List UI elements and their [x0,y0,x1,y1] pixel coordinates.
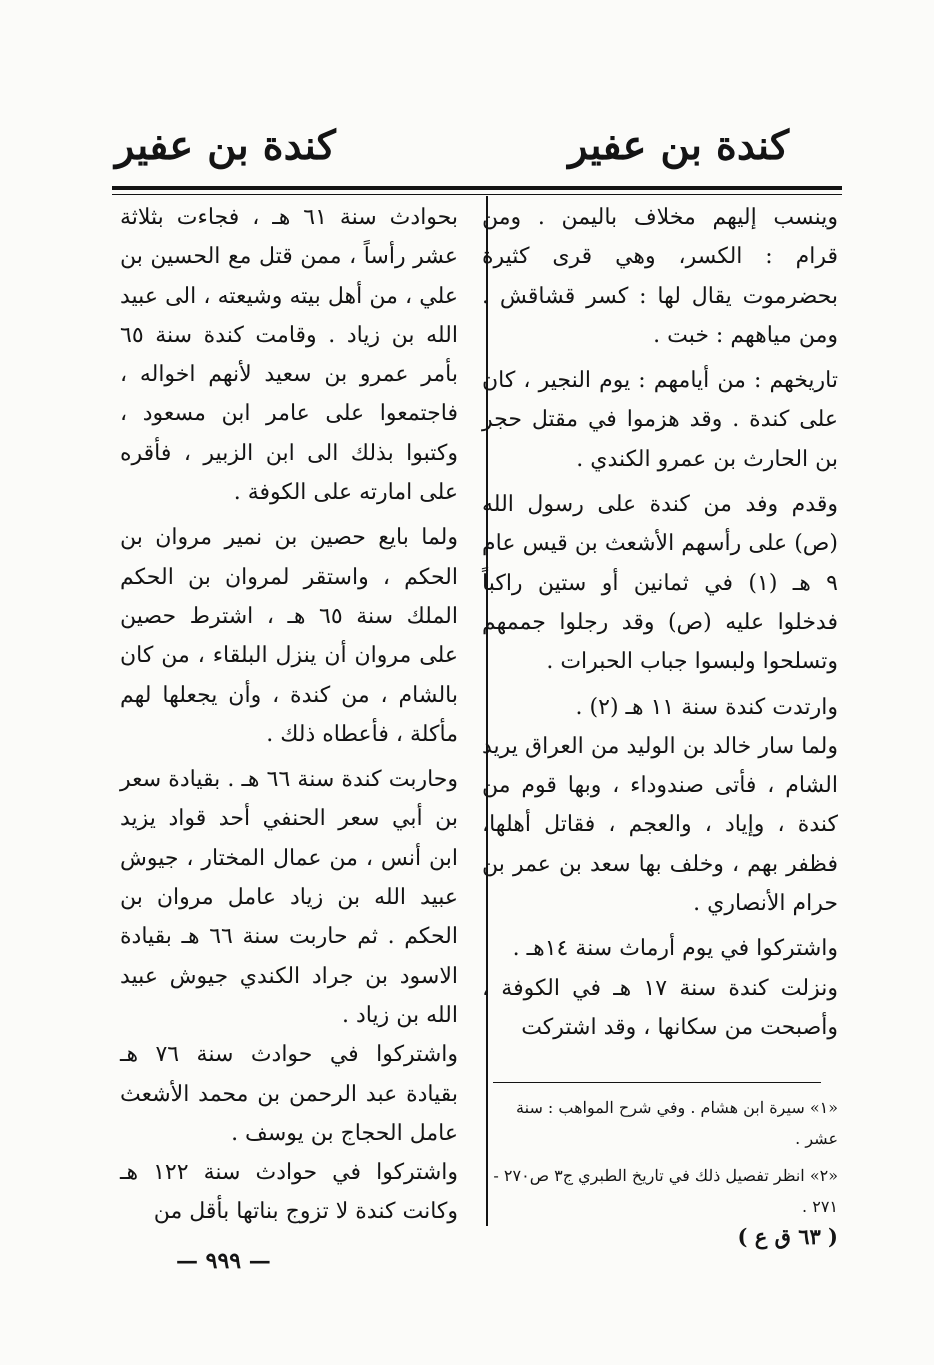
footnotes [493,1092,838,1222]
paragraph: وقدم وفد من كندة على رسول الله (ص) على رأسهم الأشعث بن قيس عام ٩ هـ (١) في ثمانين أو ستين راكباً فدخلوا عليه (ص) وقد رجلوا جممهم وتسلحوا ولبسوا جباب الحبرات . [482,492,838,675]
right-column [482,198,838,1047]
header-rule-thick [112,186,842,190]
paragraph: واشتركوا في حوادث سنة ١٢٢ هـ وكانت كندة لا تزوج بناتها بأقل من [120,1160,458,1225]
left-column [120,198,458,1232]
paragraph: واشتركوا في حوادث سنة ٧٦ هـ بقيادة عبد الرحمن بن محمد الأشعث عامل الحجاج بن يوسف . [120,1042,458,1146]
footnote-1: «١» سيرة ابن هشام . وفي شرح المواهب : سنة عشر . [516,1098,838,1148]
paragraph: ونزلت كندة سنة ١٧ هـ في الكوفة ، وأصبحت من سكانها ، وقد اشتركت [482,975,838,1040]
paragraph: تاريخهم : من أيامهم : يوم النجير ، كان على كندة . وقد هزموا في مقتل حجر بن الحارث بن عمرو الكندي . [482,368,838,472]
paragraph: ولما سار خالد بن الوليد من العراق يريد الشام ، فأتى صندوداء ، وبها قوم من كندة ، وإياد ، والعجم ، فقاتل أهلها، فظفر بهم ، وخلف بها سعد بن عمر بن حرام الأنصاري . [482,733,838,917]
printer-signature: ( ٦٣ ق ع ) [737,1224,838,1249]
footnote-2: «٢» انظر تفصيل ذلك في تاريخ الطبري ج٣ ص٢٧٠ - ٢٧١ . [493,1166,838,1216]
paragraph: واشتركوا في يوم أرماث سنة ١٤هـ . [512,936,838,962]
running-title-left: كندة بن عفير [115,122,336,169]
paragraph: وارتدت كندة سنة ١١ هـ (٢) . [575,694,838,720]
running-title-right: كندة بن عفير [568,122,789,169]
paragraph: ولما بايع حصين بن نمير مروان بن الحكم ، واستقر لمروان بن الحكم الملك سنة ٦٥ هـ ، اشترط حصين على مروان أن ينزل البلقاء ، من كان بالشام ، من كندة ، وأن يجعلها لهم مأكلة ، فأعطاه ذلك . [120,525,458,747]
paragraph: وينسب إليهم مخلاف باليمن . ومن قرام : الكسر، وهي قرى كثيرة بحضرموت يقال لها : كسر قشاقش . ومن مياههم : خبت . [482,205,838,348]
page-number: — ٩٩٩ — [176,1248,271,1274]
paragraph: بحوادث سنة ٦١ هـ ، فجاءت بثلاثة عشر رأساً ، ممن قتل مع الحسين بن علي ، من أهل بيته وشيعته ، الى عبيد الله بن زياد . وقامت كندة سنة ٦٥ بأمر عمرو بن سعيد لأنهم اخواله ، فاجتمعوا على عامر ابن مسعود ، وكتبوا بذلك الى ابن الزبير ، فأقره على امارته على الكوفة . [120,205,458,506]
footnote-rule [493,1082,821,1083]
header-rule-thin [112,194,842,195]
paragraph: وحاربت كندة سنة ٦٦ هـ . بقيادة سعر بن أبي سعر الحنفي أحد قواد يزيد ابن أنس ، من عمال المختار ، جيوش عبيد الله بن زياد عامل مروان بن الحكم . ثم حاربت سنة ٦٦ هـ بقيادة الاسود بن جراد الكندي جيوش عبيد الله بن زياد . [120,767,459,1028]
